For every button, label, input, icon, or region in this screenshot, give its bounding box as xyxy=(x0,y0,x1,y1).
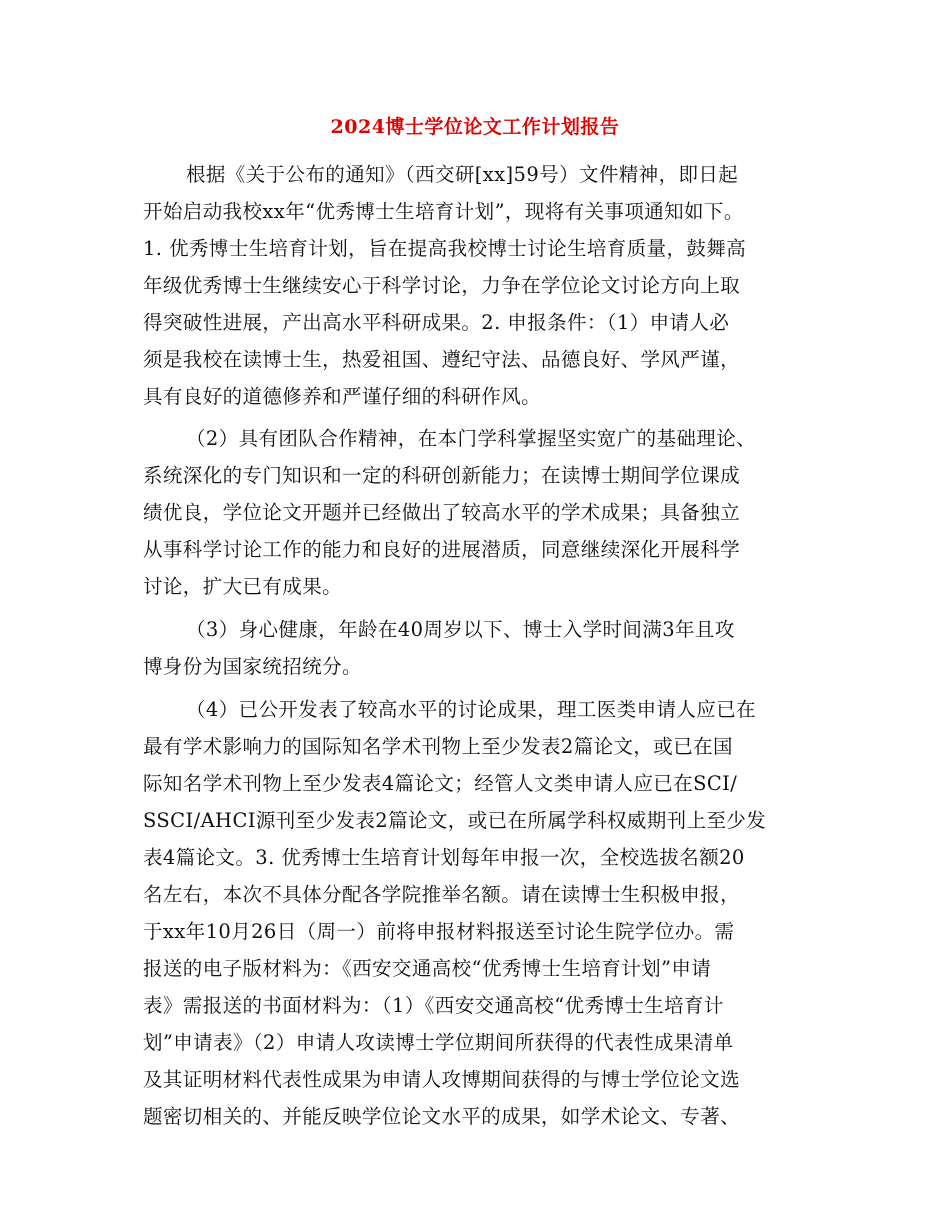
paragraph-line: 表》需报送的书面材料为：（1）《西安交通高校“优秀博士生培育计 xyxy=(143,994,724,1017)
paragraph-line: 博身份为国家统招统分。 xyxy=(143,655,362,678)
paragraph-line: 报送的电子版材料为：《西安交通高校“优秀博士生培育计划”申请 xyxy=(143,957,712,980)
paragraph-line: 题密切相关的、并能反映学位论文水平的成果，如学术论文、专著、 xyxy=(143,1105,741,1128)
paragraph-line: 划”申请表》（2）申请人攻读博士学位期间所获得的代表性成果清单 xyxy=(143,1031,734,1054)
paragraph-line: 根据《关于公布的通知》（西交研[xx]59号）文件精神，即日起 xyxy=(186,163,739,186)
paragraph-line: 从事科学讨论工作的能力和良好的进展潜质，同意继续深化开展科学 xyxy=(143,538,741,561)
paragraph-line: 年级优秀博士生继续安心于科学讨论，力争在学位论文讨论方向上取 xyxy=(143,274,741,297)
paragraph-line: 须是我校在读博士生，热爱祖国、遵纪守法、品德良好、学风严谨， xyxy=(143,348,741,371)
paragraph-line: 绩优良，学位论文开题并已经做出了较高水平的学术成果；具备独立 xyxy=(143,501,741,524)
paragraph-line: （3）身心健康，年龄在40周岁以下、博士入学时间满3年且攻 xyxy=(186,618,735,641)
paragraph-line: （4）已公开发表了较高水平的讨论成果，理工医类申请人应已在 xyxy=(186,698,757,721)
paragraph-line: 1. 优秀博士生培育计划，旨在提高我校博士讨论生培育质量，鼓舞高 xyxy=(143,237,747,260)
paragraph-line: 系统深化的专门知识和一定的科研创新能力；在读博士期间学位课成 xyxy=(143,464,741,487)
paragraph-line: 际知名学术刊物上至少发表4篇论文；经管人文类申请人应已在SCI/ xyxy=(143,772,738,795)
paragraph-line: 得突破性进展，产出高水平科研成果。2. 申报条件：（1）申请人必 xyxy=(143,311,730,334)
paragraph-line: 最有学术影响力的国际知名学术刊物上至少发表2篇论文，或已在国 xyxy=(143,735,733,758)
paragraph-line: 讨论，扩大已有成果。 xyxy=(143,575,343,598)
paragraph-line: 及其证明材料代表性成果为申请人攻博期间获得的与博士学位论文选 xyxy=(143,1068,741,1091)
paragraph-line: （2）具有团队合作精神，在本门学科掌握坚实宽广的基础理论、 xyxy=(186,427,757,450)
paragraph-line: 于xx年10月26日（周一）前将申报材料报送至讨论生院学位办。需 xyxy=(143,920,735,943)
paragraph-line: SSCI/AHCI源刊至少发表2篇论文，或已在所属学科权威期刊上至少发 xyxy=(143,809,767,832)
paragraph-line: 具有良好的道德修养和严谨仔细的科研作风。 xyxy=(143,385,542,408)
paragraph-line: 名左右，本次不具体分配各学院推举名额。请在读博士生积极申报， xyxy=(143,883,741,906)
paragraph-line: 开始启动我校xx年“优秀博士生培育计划”，现将有关事项通知如下。 xyxy=(143,200,744,223)
document-title: 2024博士学位论文工作计划报告 xyxy=(330,116,620,138)
paragraph-line: 表4篇论文。3. 优秀博士生培育计划每年申报一次，全校选拔名额20 xyxy=(143,846,745,869)
